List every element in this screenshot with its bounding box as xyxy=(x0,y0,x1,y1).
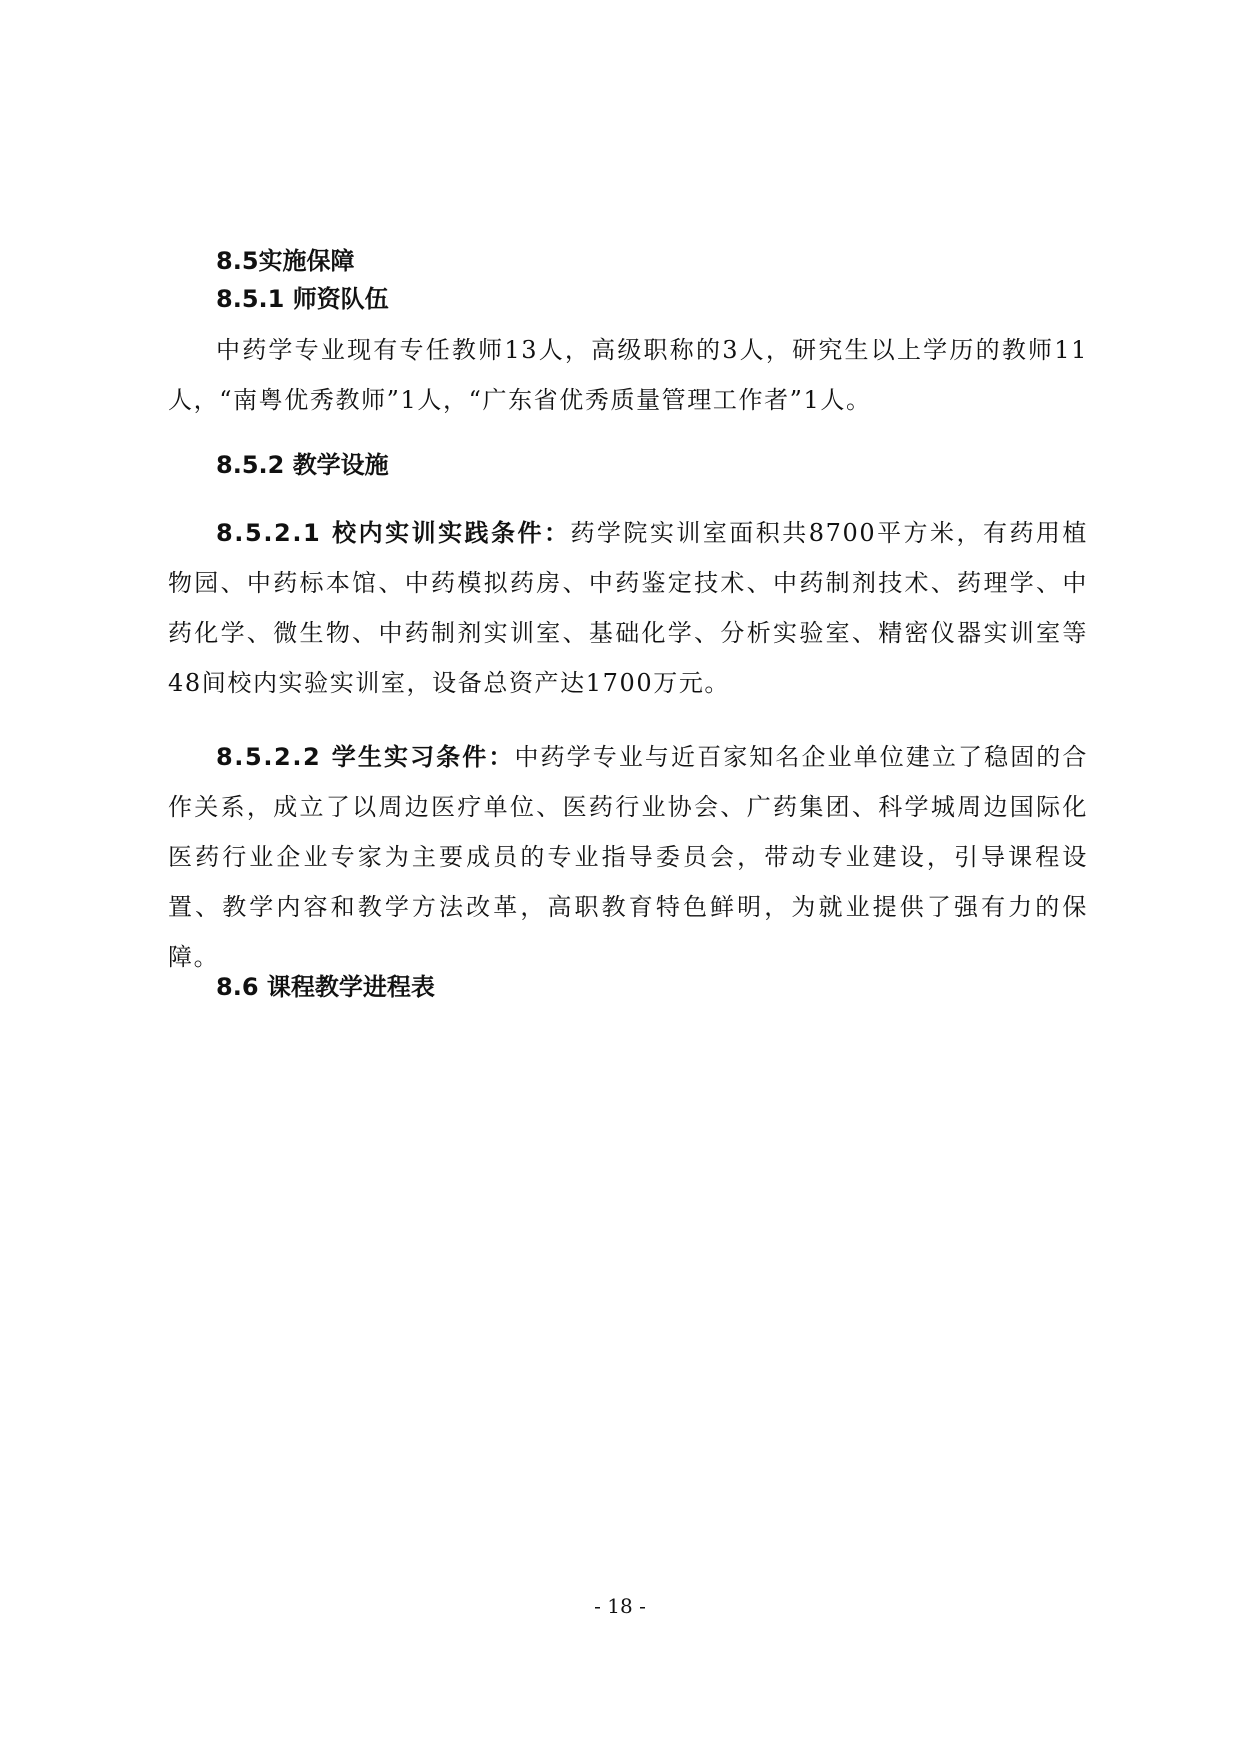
internship-text: 中药学专业与近百家知名企业单位建立了稳固的合作关系，成立了以周边医疗单位、医药行业协会、广药集团、科学城周边国际化医药行业企业专家为主要成员的专业指导委员会，带动专业建设，引导课程设置、教学内容和教学方法改革，高职教育特色鲜明，为就业提供了强有力的保障。 xyxy=(168,743,1088,971)
page-number: - 18 - xyxy=(594,1594,646,1618)
faculty-paragraph: 中药学专业现有专任教师13人，高级职称的3人，研究生以上学历的教师11人，“南粤优秀教师”1人，“广东省优秀质量管理工作者”1人。 xyxy=(168,336,1088,414)
onsite-training-paragraph xyxy=(168,508,1088,708)
onsite-training-lead: 8.5.2.1 校内实训实践条件： xyxy=(216,519,571,547)
section-8-5-1-heading: 8.5.1 师资队伍 xyxy=(216,285,389,313)
internship-paragraph xyxy=(168,732,1088,982)
section-8-5-2-heading: 8.5.2 教学设施 xyxy=(216,451,389,479)
section-8-6-heading: 8.6 课程教学进程表 xyxy=(216,973,435,1001)
onsite-training-text: 药学院实训室面积共8700平方米，有药用植物园、中药标本馆、中药模拟药房、中药鉴定技术、中药制剂技术、药理学、中药化学、微生物、中药制剂实训室、基础化学、分析实验室、精密仪器实训室等48间校内实验实训室，设备总资产达1700万元。 xyxy=(168,519,1088,697)
internship-lead: 8.5.2.2 学生实习条件： xyxy=(216,743,515,771)
section-8-5-heading: 8.5实施保障 xyxy=(216,247,355,275)
